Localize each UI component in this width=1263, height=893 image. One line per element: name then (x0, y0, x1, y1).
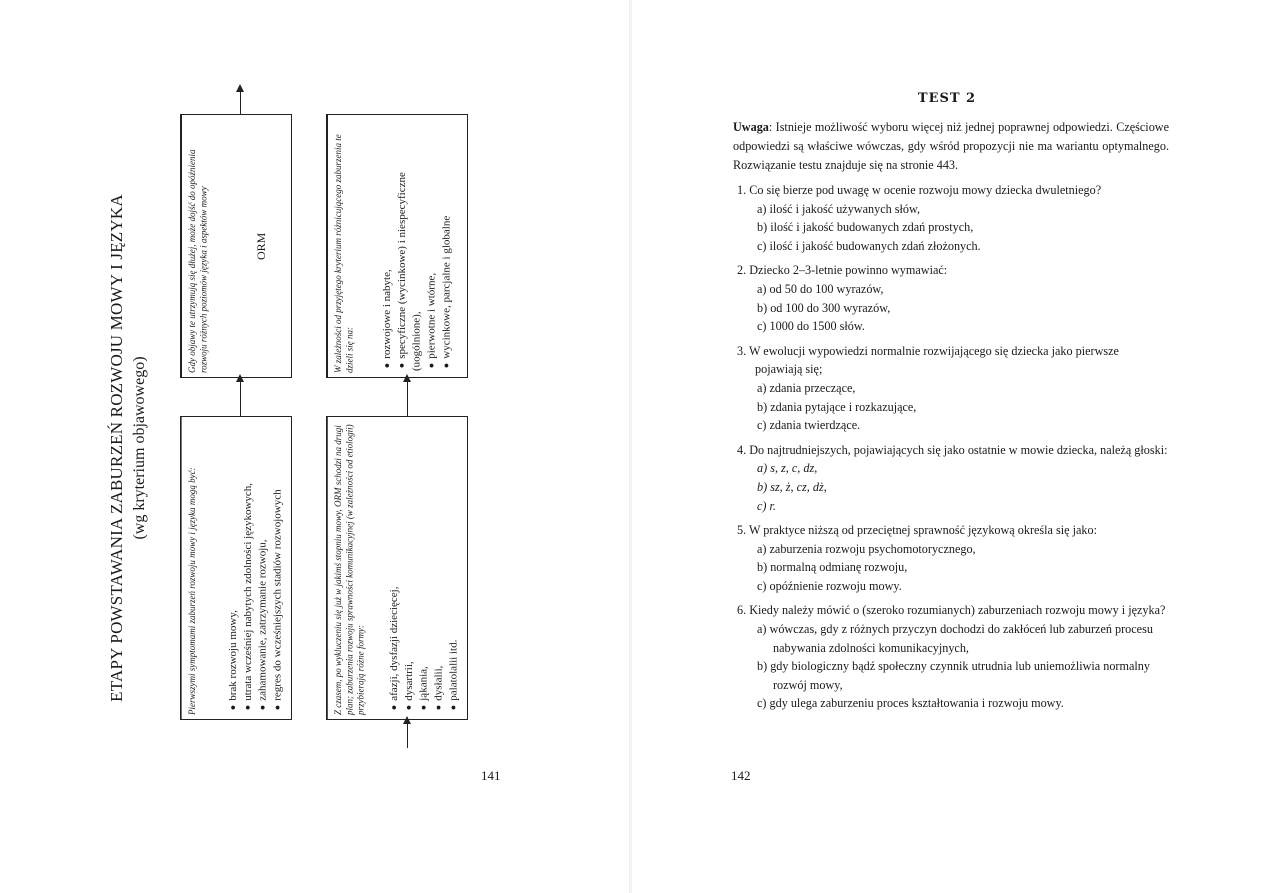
question (737, 601, 1169, 713)
answer-option: c) r. (757, 498, 776, 513)
answer-option: b) zdania pytające i rozkazujące, (757, 399, 917, 414)
question (737, 181, 1169, 255)
answer-option: c) 1000 do 1500 słów. (757, 319, 865, 334)
right-page (631, 0, 1263, 893)
question-text: 2. Dziecko 2–3-letnie powinno wymawiać: (737, 263, 948, 278)
box-symptoms (180, 416, 292, 720)
answer-option: a) od 50 do 100 wyrazów, (757, 281, 884, 296)
answer-option: c) opóźnienie rozwoju mowy. (757, 578, 902, 593)
orm-label: ORM (254, 232, 268, 260)
box-criteria-body (374, 115, 460, 377)
question (737, 261, 1169, 335)
question (737, 521, 1169, 595)
question-text: 3. W ewolucji wypowiedzi normalnie rozwijającego się dziecka jako pierwsze pojawiają się; (737, 343, 1119, 377)
list-item: ● rozwojowe i nabyte, (380, 121, 395, 371)
answer-option: b) od 100 do 300 wyrazów, (757, 300, 891, 315)
diagram-title (107, 168, 149, 728)
list-item: ● regres do wcześniejszych stadiów rozwojowych (270, 423, 285, 713)
box-forms (326, 416, 468, 720)
note-text: : Istnieje możliwość wyboru więcej niż jednej poprawnej odpowiedzi. Częściowe odpowiedzi są właściwe wówczas, gdy wśród propozycji nie ma wariantu optymalnego. Rozwiązanie testu znajduje się na stronie 443. (733, 120, 1169, 172)
left-page (0, 0, 631, 893)
note-label: Uwaga (733, 120, 769, 134)
answer-option: b) sz, ż, cz, dż, (757, 479, 827, 494)
list-item: ● specyficzne (wycinkowe) i niespecyficzne (uogólnione), (395, 121, 425, 371)
answer-option: a) wówczas, gdy z różnych przyczyn dochodzi do zakłóceń lub zaburzeń procesu nabywania zdolności komunikacyjnych, (757, 622, 1153, 655)
arrow-top (240, 90, 241, 114)
answer-option: b) normalną odmianę rozwoju, (757, 560, 908, 575)
answer-option: b) ilość i jakość budowanych zdań prostych, (757, 220, 974, 235)
question-text: 1. Co się bierze pod uwagę w ocenie rozwoju mowy dziecka dwuletniego? (737, 183, 1102, 197)
answer-option: c) gdy ulega zaburzeniu proces kształtowania i rozwoju mowy. (757, 696, 1064, 711)
answer-option: a) zdania przeczące, (757, 380, 856, 395)
answer-option: a) ilość i jakość używanych słów, (757, 201, 921, 216)
question (737, 441, 1169, 515)
page-number-left: 141 (481, 768, 501, 783)
arrow-middle-left (240, 380, 241, 416)
test-note (733, 118, 1169, 175)
answer-option: c) zdania twierdzące. (757, 418, 861, 433)
arrow-middle-right (407, 380, 408, 416)
box-symptoms-intro: Pierwszymi symptomami zaburzeń rozwoju mowy i języka mogą być: (181, 417, 220, 719)
page-number-right: 142 (731, 768, 751, 783)
answer-option: c) ilość i jakość budowanych zdań złożonych. (757, 238, 981, 253)
list-item: ● dysartrii, (402, 423, 417, 713)
title-line-2: (wg kryterium objawowego) (131, 356, 148, 540)
answer-option: b) gdy biologiczny bądź społeczny czynnik utrudnia lub uniemożliwia normalny rozwój mowy, (757, 659, 1150, 692)
questions-list (737, 181, 1169, 719)
answer-option: a) zaburzenia rozwoju psychomotorycznego, (757, 541, 976, 556)
list-item: ● utrata wcześniej nabytych zdolności językowych, (240, 423, 255, 713)
title-line-1: ETAPY POWSTAWANIA ZABURZEŃ ROZWOJU MOWY I JĘZYKA (107, 194, 126, 702)
test-title: TEST 2 (917, 91, 977, 106)
list-item: ● brak rozwoju mowy, (226, 423, 241, 713)
list-item: ● palatolalii itd. (446, 423, 461, 713)
answer-option: a) s, z, c, dz, (757, 461, 818, 476)
box-forms-body (381, 417, 467, 719)
question-text: 4. Do najtrudniejszych, pojawiających się jako ostatnie w mowie dziecka, należą głoski: (737, 442, 1168, 457)
list-item: ● afazji, dysfazji dziecięcej, (387, 423, 402, 713)
box-forms-intro: Z czasem, po wykluczeniu się już w jakimś stopniu mowy, ORM schodzi na drugi plan; zaburzenia rozwoju sprawności komunikacyjnej (w zależności od etiologii) przybierają różne formy: (327, 417, 381, 719)
question-text: 5. W praktyce niższą od przeciętnej sprawność językową określa się jako: (737, 523, 1097, 538)
list-item: ● dysłalii, (431, 423, 446, 713)
list-item: ● jąkania, (416, 423, 431, 713)
box-orm-intro: Gdy objawy te utrzymują się dłużej, może dojść do opóźnienia rozwoju różnych poziomów języka i aspektów mowy (181, 115, 232, 377)
box-criteria (326, 114, 468, 378)
arrow-bottom (407, 722, 408, 748)
list-item: ● wycinkowe, parcjalne i globalne (439, 121, 454, 371)
question (737, 342, 1169, 435)
box-criteria-intro: W zależności od przyjętego kryterium różnicującego zaburzenia te dzieli się na: (327, 115, 374, 377)
box-symptoms-body (220, 417, 291, 719)
list-item: ● zahamowanie, zatrzymanie rozwoju, (255, 423, 270, 713)
question-text: 6. Kiedy należy mówić o (szeroko rozumianych) zaburzeniach rozwoju mowy i języka? (737, 603, 1166, 618)
list-item: ● pierwotne i wtórne, (425, 121, 440, 371)
box-orm (180, 114, 292, 378)
